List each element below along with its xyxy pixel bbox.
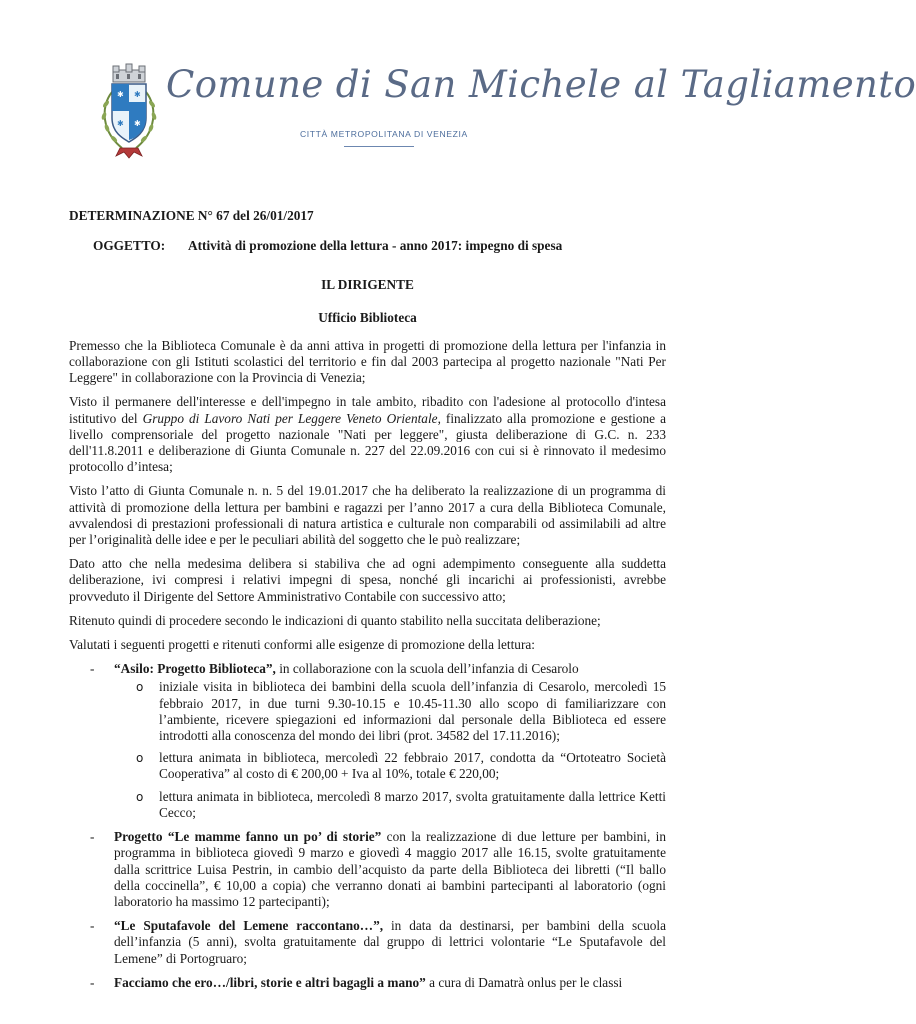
paragraph-protocol-italic: Gruppo di Lavoro Nati per Leggere Veneto Orientale bbox=[142, 410, 438, 426]
svg-text:✱: ✱ bbox=[134, 90, 141, 99]
municipality-name: Comune di San Michele al Tagliamento bbox=[166, 63, 916, 106]
dash-bullet: - bbox=[90, 918, 95, 934]
sub-item-text: iniziale visita in biblioteca dei bambini della scuola dell’infanzia di Cesarolo, mercoledì 15 febbraio 2017, in due turni 9.30-10.15 e 10.45-11.30 allo scopo di familiarizzare con l’ambiente, ricevere spiegazioni ed informazioni dal personale della Biblioteca ed essere introdotti alla conoscenza del mondo dei libri (prot. 34582 del 17.11.2016); bbox=[159, 679, 666, 744]
project-text: in data da destinarsi, per bambini della scuola dell’infanzia (5 anni), svolta gratuitamente dal gruppo di lettrici volontarie “Le Sputafavole del Lemene” di Portogruaro; bbox=[114, 918, 666, 966]
list-item bbox=[69, 918, 666, 967]
project-text: in collaborazione con la scuola dell’infanzia di Cesarolo bbox=[275, 661, 579, 677]
list-item bbox=[114, 789, 666, 821]
document-body bbox=[69, 208, 666, 999]
subject-label: OGGETTO: bbox=[93, 238, 166, 254]
dash-bullet: - bbox=[90, 661, 95, 677]
municipal-crest-icon bbox=[98, 62, 160, 162]
svg-text:✱: ✱ bbox=[134, 119, 141, 128]
office-heading: Ufficio Biblioteca bbox=[318, 309, 417, 325]
section-heading: IL DIRIGENTE bbox=[321, 277, 414, 293]
list-item bbox=[69, 661, 666, 821]
letterhead-rule bbox=[344, 146, 414, 147]
circle-bullet: o bbox=[136, 680, 144, 695]
paragraph-premise: Premesso che la Biblioteca Comunale è da anni attiva in progetti di promozione della lettura per l'infanzia in collaborazione con gli Istituti scolastici del territorio e fin dal 2003 partecipa al progetto nazionale "Nati Per Leggere" in collaborazione con la Provincia di Venezia; bbox=[69, 337, 666, 386]
project-title: Progetto “Le mamme fanno un po’ di storie” bbox=[114, 829, 382, 845]
circle-bullet: o bbox=[136, 751, 144, 766]
sub-list bbox=[114, 679, 666, 821]
list-item bbox=[69, 975, 666, 991]
paragraph-projects-intro: Valutati i seguenti progetti e ritenuti conformi alle esigenze di promozione della lettura: bbox=[69, 637, 535, 653]
paragraph-resolution: Dato atto che nella medesima delibera si stabiliva che ad ogni adempimento conseguente alla suddetta deliberazione, ivi compresi i relativi impegni di spesa, nonché gli incarichi ai professionisti, avrebbe provveduto il Dirigente del Settore Amministrativo Contabile con successivo atto; bbox=[69, 556, 666, 604]
sub-item-text: lettura animata in biblioteca, mercoledì 22 febbraio 2017, condotta da “Ortoteatro Società Cooperativa” al costo di € 200,00 + Iva al 10%, totale € 220,00; bbox=[159, 750, 666, 782]
project-text: a cura di Damatrà onlus per le classi bbox=[425, 974, 623, 990]
circle-bullet: o bbox=[136, 789, 144, 804]
projects-list bbox=[69, 661, 666, 991]
subject-text: Attività di promozione della lettura - anno 2017: impegno di spesa bbox=[188, 238, 563, 254]
paragraph-giunta-act: Visto l’atto di Giunta Comunale n. n. 5 del 19.01.2017 che ha deliberato la realizzazione di un programma di attività di promozione della lettura per bambini e ragazzi per l’anno 2017 a cura della Biblioteca Comunale, avvalendosi di prestazioni professionali di natura artistica e culturale non comparabili od assimilabili ad altre per l’originalità delle idee e per le peculiari abilità del soggetto che le può realizzare; bbox=[69, 483, 666, 548]
paragraph-protocol-text: Visto il permanere dell'interesse e dell'impegno in tale ambito, ribadito con l'adesione al protocollo d'intesa istitutivo del bbox=[69, 394, 666, 426]
svg-text:✱: ✱ bbox=[117, 119, 124, 128]
sub-item-text: lettura animata in biblioteca, mercoledì 8 marzo 2017, svolta gratuitamente dalla lettrice Ketti Cecco; bbox=[159, 788, 666, 820]
paragraph-protocol-text-end: , finalizzato alla promozione e gestione a livello comprensoriale del progetto nazionale "Nati per leggere", giusta deliberazione di G.C. n. 233 dell'11.8.2011 e deliberazione di Giunta Comunale n. 227 del 22.09.2016 con cui si è rinnovato il medesimo protocollo d’intesa; bbox=[69, 410, 666, 475]
municipality-subtitle: CITTÀ METROPOLITANA DI VENEZIA bbox=[300, 129, 468, 139]
list-item bbox=[114, 679, 666, 744]
project-title: “Le Sputafavole del Lemene raccontano…”, bbox=[114, 918, 384, 934]
paragraph-protocol bbox=[69, 394, 666, 475]
list-item bbox=[114, 750, 666, 782]
project-title: “Asilo: Progetto Biblioteca”, bbox=[114, 661, 276, 677]
project-text: con la realizzazione di due letture per bambini, in programma in biblioteca giovedì 9 marzo e giovedì 4 maggio 2017 alle 16.15, svolte gratuitamente dalla scrittrice Luisa Pestrin, in cambio dell’acquisto da parte della Biblioteca dei libretti (“Il ballo della coccinella”, € 10,00 a copia) che verranno donati ai bambini partecipanti al laboratorio (ogni laboratorio ha massimo 12 partecipanti); bbox=[114, 829, 667, 909]
project-title: Facciamo che ero…/libri, storie e altri bagagli a mano” bbox=[114, 974, 426, 990]
dash-bullet: - bbox=[90, 974, 95, 990]
paragraph-proceed: Ritenuto quindi di procedere secondo le indicazioni di quanto stabilito nella succitata deliberazione; bbox=[69, 612, 601, 628]
determination-title: DETERMINAZIONE N° 67 del 26/01/2017 bbox=[69, 208, 314, 223]
subject-line bbox=[93, 238, 666, 254]
letterhead bbox=[0, 0, 916, 170]
dash-bullet: - bbox=[90, 829, 95, 845]
list-item bbox=[69, 829, 666, 910]
svg-text:✱: ✱ bbox=[117, 90, 124, 99]
